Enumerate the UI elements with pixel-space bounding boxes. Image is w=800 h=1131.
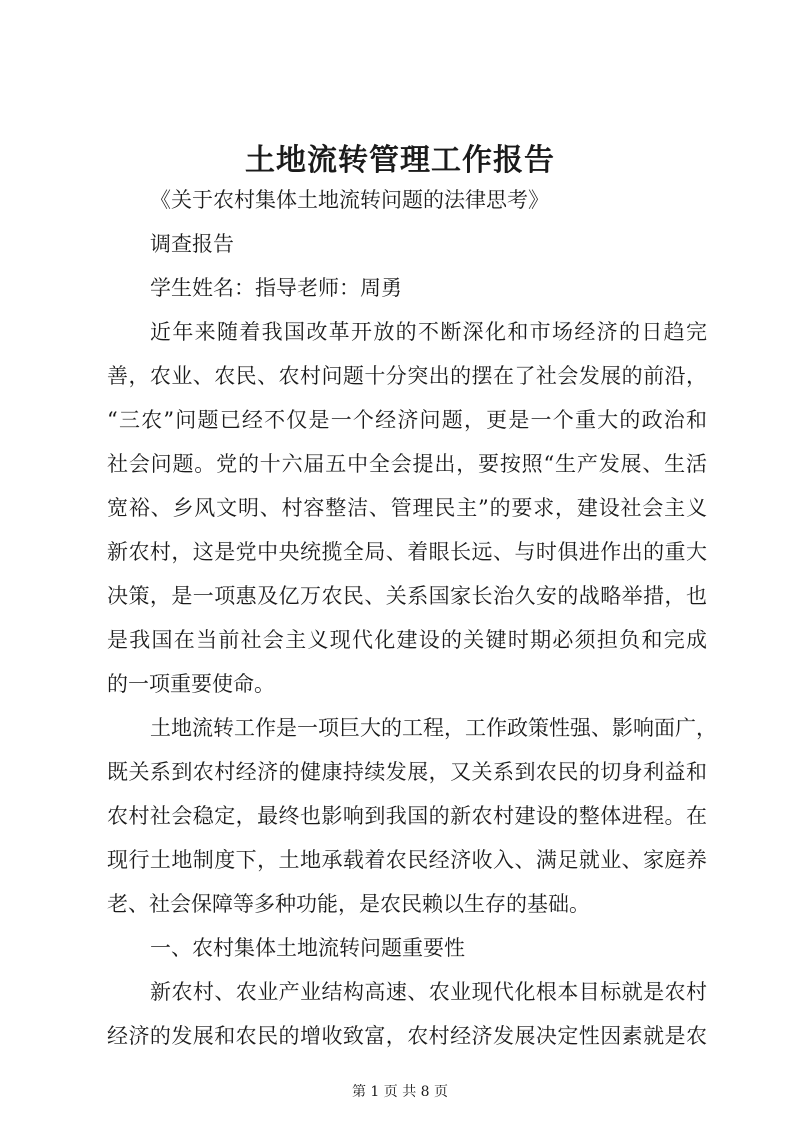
section-heading-1: 一、农村集体土地流转问题重要性 xyxy=(150,936,465,960)
paragraph-1-line-8: 是我国在当前社会主义现代化建设的关键时期必须担负和完成 xyxy=(107,628,707,652)
subtitle-line: 《关于农村集体土地流转问题的法律思考》 xyxy=(150,188,549,212)
paragraph-1-line-7: 决策，是一项惠及亿万农民、关系国家长治久安的战略举措，也 xyxy=(107,584,707,608)
paragraph-1-line-5: 宽裕、乡风文明、村容整洁、管理民主”的要求，建设社会主义 xyxy=(107,496,707,520)
report-label-line: 调查报告 xyxy=(150,232,234,256)
paragraph-2-line-2: 既关系到农村经济的健康持续发展，又关系到农民的切身利益和 xyxy=(107,760,707,784)
paragraph-2-line-3: 农村社会稳定，最终也影响到我国的新农村建设的整体进程。在 xyxy=(107,804,707,828)
author-line: 学生姓名：指导老师：周勇 xyxy=(150,276,402,300)
paragraph-1-line-3: “三农”问题已经不仅是一个经济问题，更是一个重大的政治和 xyxy=(107,408,707,432)
paragraph-3-line-2: 经济的发展和农民的增收致富，农村经济发展决定性因素就是农 xyxy=(107,1024,707,1048)
paragraph-1-line-2: 善，农业、农民、农村问题十分突出的摆在了社会发展的前沿， xyxy=(107,364,707,388)
paragraph-1-line-1: 近年来随着我国改革开放的不断深化和市场经济的日趋完 xyxy=(150,320,707,344)
page-footer: 第 1 页 共 8 页 xyxy=(351,1084,449,1100)
paragraph-2-line-1: 土地流转工作是一项巨大的工程，工作政策性强、影响面广， xyxy=(150,716,717,740)
document-title: 土地流转管理工作报告 xyxy=(245,143,555,178)
paragraph-1-line-9: 的一项重要使命。 xyxy=(107,672,275,696)
paragraph-1-line-4: 社会问题。党的十六届五中全会提出，要按照“生产发展、生活 xyxy=(107,452,707,476)
paragraph-2-line-5: 老、社会保障等多种功能，是农民赖以生存的基础。 xyxy=(107,892,590,916)
paragraph-3-line-1: 新农村、农业产业结构高速、农业现代化根本目标就是农村 xyxy=(150,980,707,1004)
paragraph-1-line-6: 新农村，这是党中央统揽全局、着眼长远、与时俱进作出的重大 xyxy=(107,540,707,564)
paragraph-2-line-4: 现行土地制度下，土地承载着农民经济收入、满足就业、家庭养 xyxy=(107,848,707,872)
